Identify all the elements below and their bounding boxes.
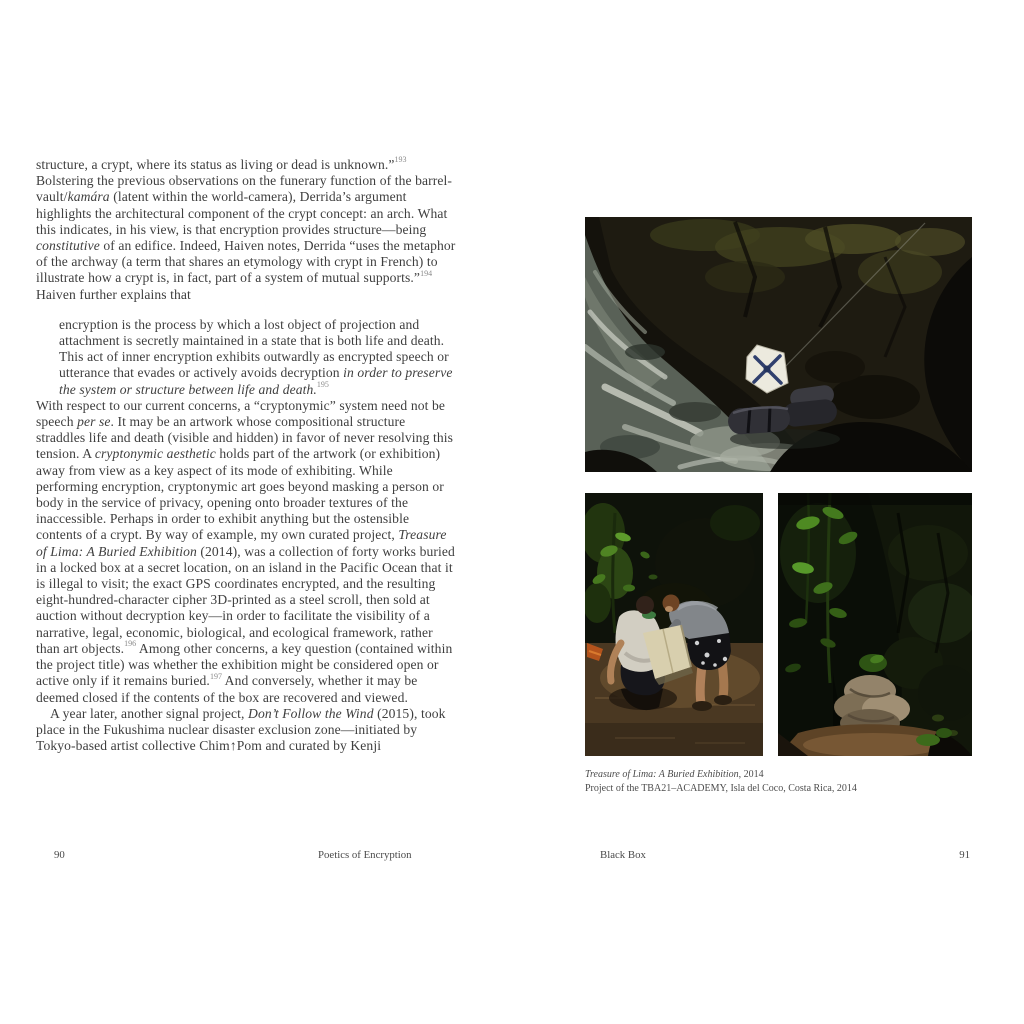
page-number-left: 90	[54, 849, 65, 861]
jungle-grotto-illustration	[778, 493, 972, 756]
left-page-text-column	[36, 157, 457, 754]
page-number-right: 91	[959, 849, 970, 861]
running-head-left: Poetics of Encryption	[318, 849, 412, 861]
stream-figures-illustration	[585, 493, 763, 756]
body-paragraph: A year later, another signal project, Don’t Follow the Wind (2015), took place in the Fukushima nuclear disaster exclusion zone—initiated by Tokyo-based artist collective Chim↑Pom and curated by Kenji	[36, 705, 446, 754]
photo-map-readers-in-stream	[585, 493, 763, 756]
caption-credit-line: Project of the TBA21–ACADEMY, Isla del Coco, Costa Rica, 2014	[585, 782, 857, 794]
photo-jungle-grotto	[778, 493, 972, 756]
raft-river-illustration	[585, 217, 972, 472]
running-head-right: Black Box	[600, 849, 646, 861]
photo-raft-in-rapids	[585, 217, 972, 472]
body-paragraph: structure, a crypt, where its status as living or dead is unknown.”$^{193}$ Bolstering the previous observations on the funerary function of the barrel-vault/kamára (latent within the world-camera), Derrida’s argument highlights the architectural component of the crypt concept: an arch. What this indicates, in his view, is that encryption provides structure—being constitutive of an edifice. Indeed, Haiven notes, Derrida “uses the metaphor of the archway (a term that shares an etymology with crypt in French) to illustrate how a crypt is, in fact, part of a system of mutual supports.”$^{194}$ Haiven further explains that	[36, 155, 456, 302]
photo-caption	[585, 768, 985, 795]
caption-title-line: Treasure of Lima: A Buried Exhibition, 2014	[585, 769, 764, 780]
body-paragraph: With respect to our current concerns, a “cryptonymic” system need not be speech per se. It may be an artwork whose compositional structure straddles life and death (visible and hidden) in favor of never resolving this tension. A cryptonymic aesthetic holds part of the artwork (or exhibition) away from view as a key aspect of its mode of exhibiting. While performing encryption, cryptonymic art goes beyond masking a person or body in the service of privacy, opening onto broader textures of the inaccessible. Perhaps in order to exhibit anything but the ostensible contents of a crypt. By way of example, my own curated project, Treasure of Lima: A Buried Exhibition (2014), was a collection of forty works buried in a locked box at a secret location, on an island in the Pacific Ocean that it is illegal to visit; the exact GPS coordinates encrypted, and the resulting eight-hundred-character cipher 3D-printed as a steel scroll, then sold at auction without decryption key—in order to facilitate the visibility of a narrative, legal, economic, biological, and ecological framework, rather than art objects.$^{196}$ Among other concerns, a key question (contained within the project title) was whether the exhibition might be considered open or active only if it remains buried.$^{197}$ And conversely, whether it may be deemed closed if the contents of the box are recovered and viewed.	[36, 397, 455, 705]
block-quote: encryption is the process by which a lost object of projection and attachment is secretly maintained in a state that is both life and death. This act of inner encryption exhibits outwardly as encrypted speech or utterance that evades or actively avoids decryption in order to preserve the system or structure between life and death.$^{195}$	[59, 316, 453, 397]
